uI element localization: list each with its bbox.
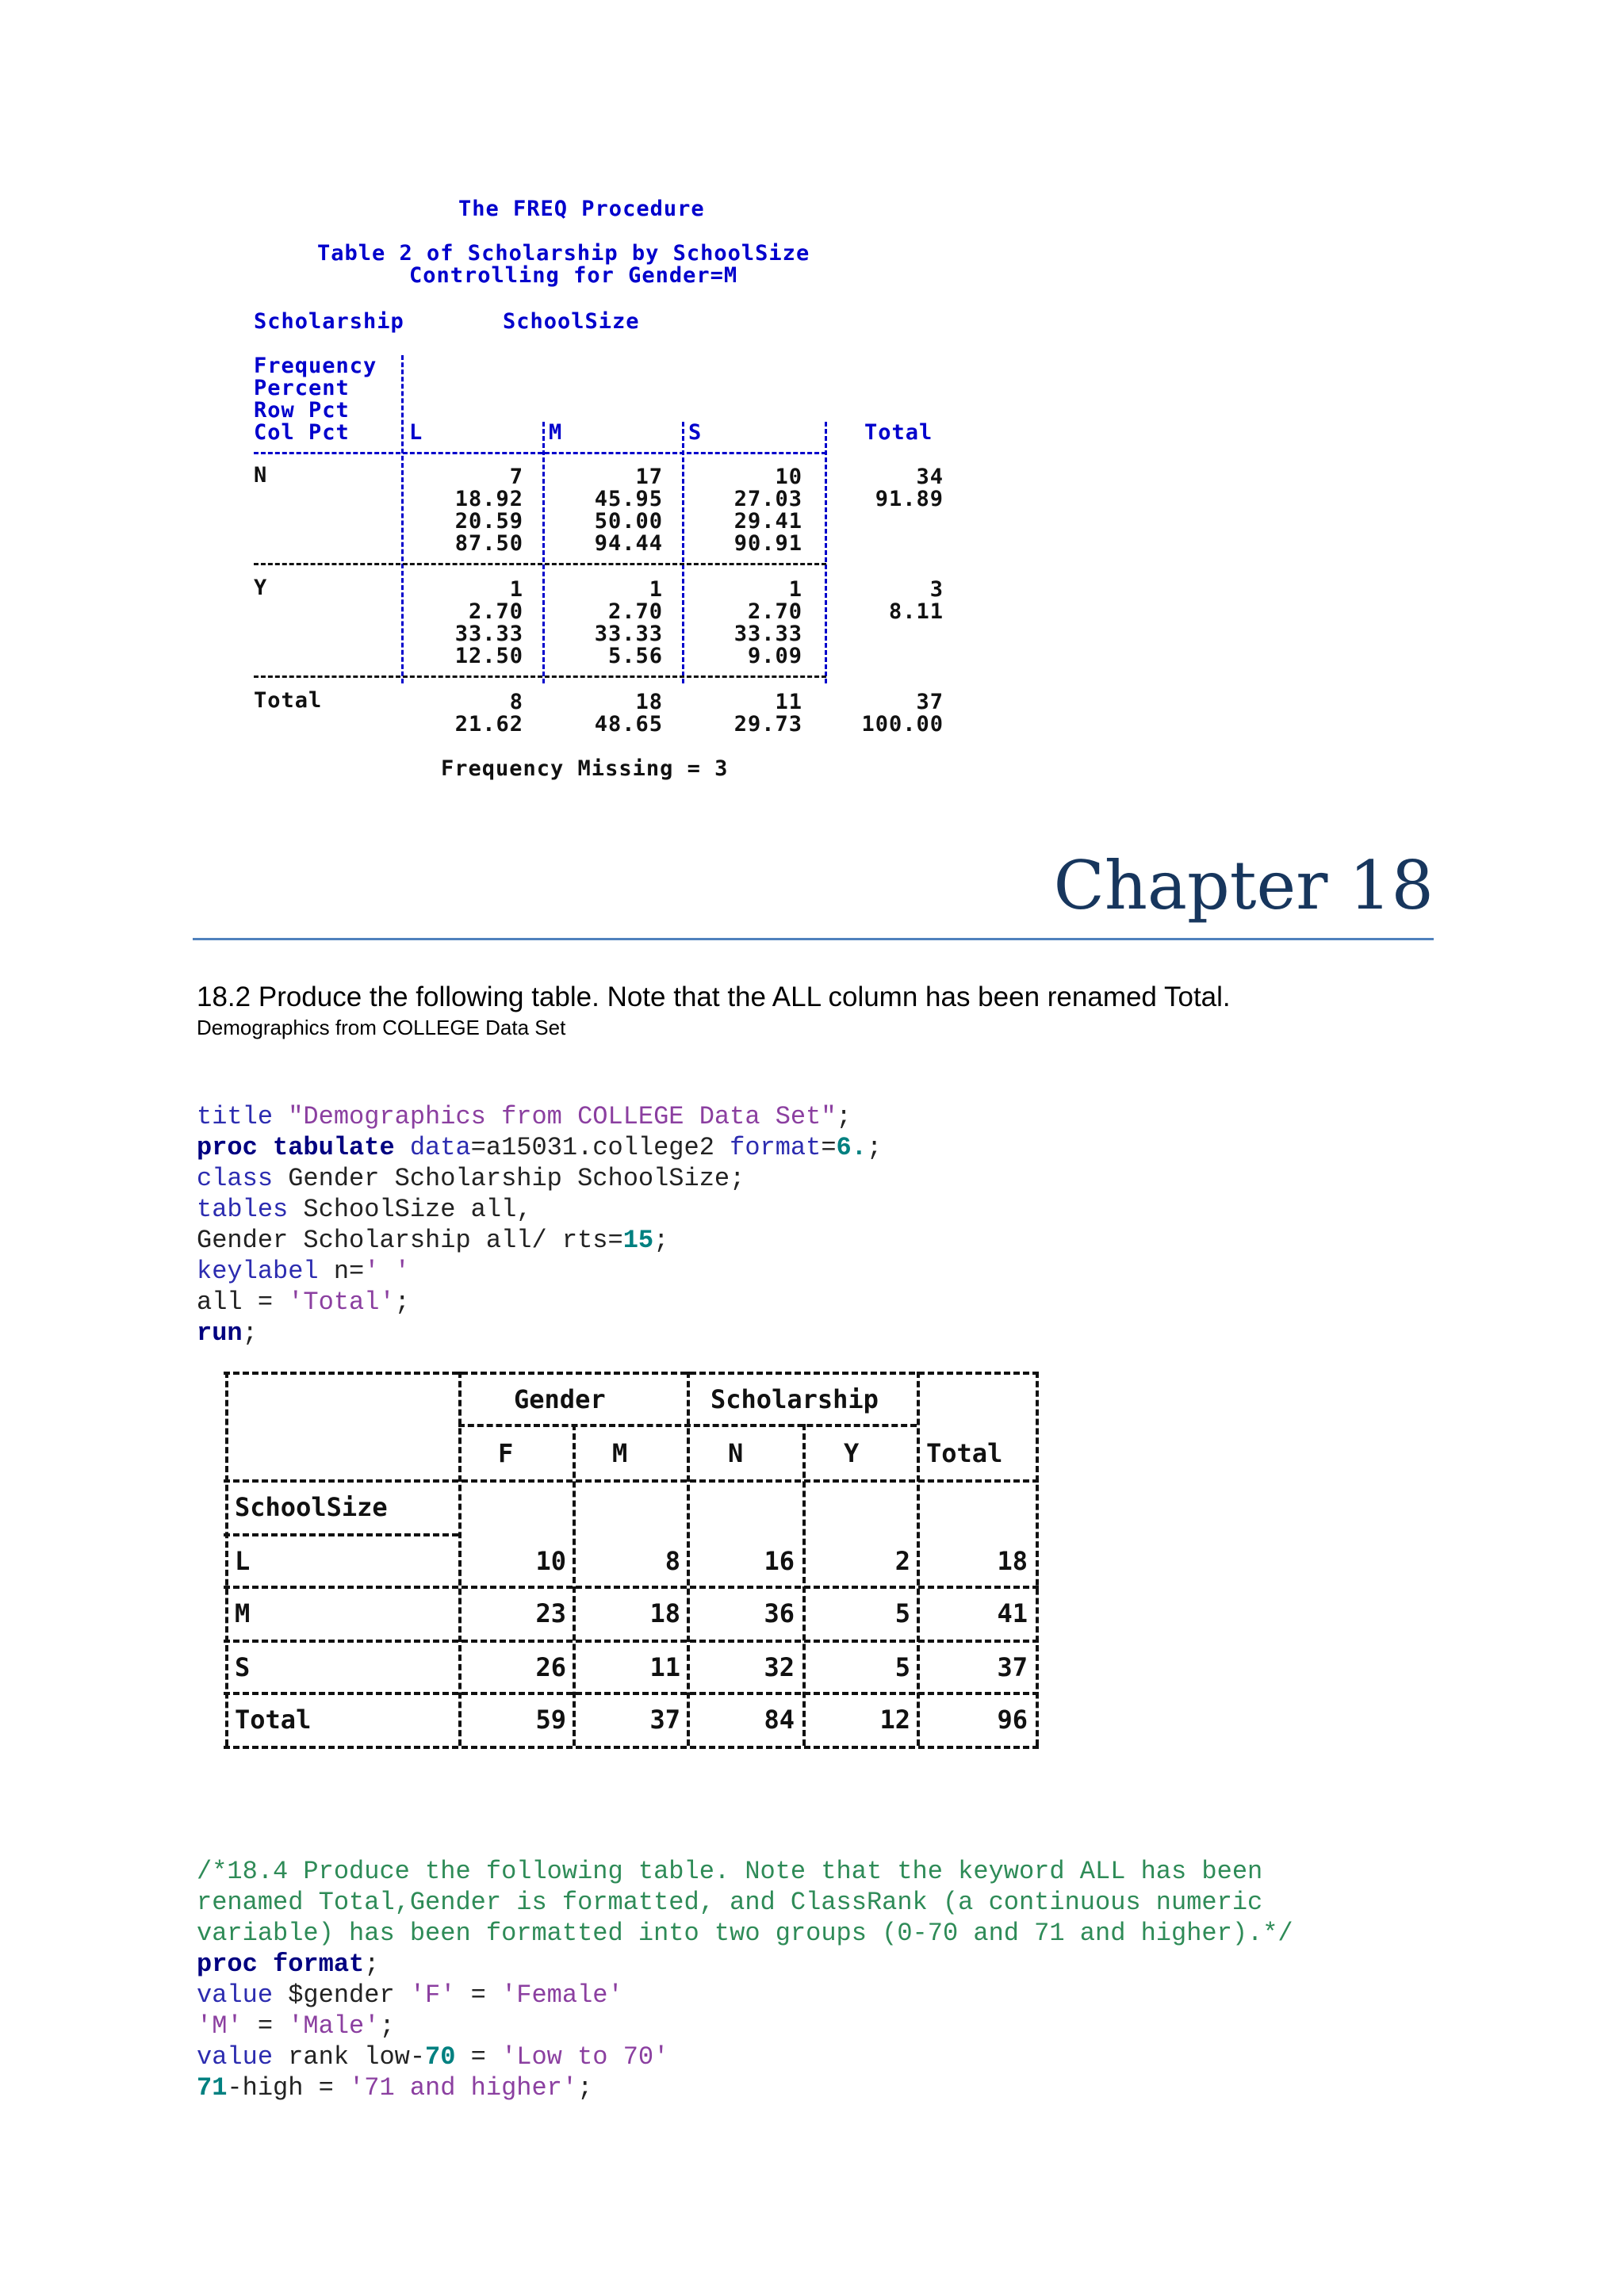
tab-vline-label bbox=[458, 1372, 462, 1746]
freq-col-total: Total bbox=[864, 420, 933, 445]
exercise-heading: 18.2 Produce the following table. Note that the ALL column has been renamed Total. bbox=[197, 982, 1231, 1012]
tab-cell: 32 bbox=[764, 1652, 795, 1682]
tab-cell: 26 bbox=[535, 1652, 566, 1682]
tab-cell: 12 bbox=[879, 1705, 910, 1735]
freq-col-total-pct: 48.65 bbox=[594, 712, 663, 737]
tab-row-var: SchoolSize bbox=[235, 1492, 388, 1522]
code-block-1 bbox=[197, 1070, 882, 1380]
freq-cell: 33.33 bbox=[733, 622, 802, 646]
chapter-rule bbox=[193, 938, 1434, 940]
freq-controlling: Controlling for Gender=M bbox=[409, 263, 738, 288]
freq-cell: 20.59 bbox=[454, 509, 523, 534]
freq-cell: 29.41 bbox=[733, 509, 802, 534]
tab-cell: 10 bbox=[535, 1546, 566, 1576]
code-line: all = 'Total'; bbox=[197, 1288, 410, 1317]
freq-cell: 33.33 bbox=[594, 622, 663, 646]
tab-sub-M: M bbox=[612, 1438, 628, 1468]
freq-grand-total-pct: 100.00 bbox=[861, 712, 944, 737]
tab-group-scholarship: Scholarship bbox=[710, 1384, 879, 1414]
code-comment-line: renamed Total,Gender is formatted, and ClassRank (a continuous numeric bbox=[197, 1888, 1263, 1917]
tab-vline-F bbox=[573, 1424, 576, 1746]
tab-sub-N: N bbox=[728, 1438, 744, 1468]
tab-hline-rowvar bbox=[224, 1533, 458, 1536]
freq-cell: 1 bbox=[509, 577, 523, 602]
tab-cell: 2 bbox=[894, 1546, 910, 1576]
freq-cell: 50.00 bbox=[594, 509, 663, 534]
freq-row-label-N: N bbox=[254, 463, 268, 488]
tab-cell: 5 bbox=[894, 1652, 910, 1682]
tab-cell: 5 bbox=[894, 1598, 910, 1628]
freq-cell: 18.92 bbox=[454, 487, 523, 511]
freq-col-total: 11 bbox=[775, 690, 802, 714]
tab-vline-right bbox=[1036, 1372, 1039, 1746]
freq-cell: 2.70 bbox=[607, 599, 663, 624]
freq-table-title: Table 2 of Scholarship by SchoolSize bbox=[317, 241, 810, 266]
tab-row-label-L: L bbox=[235, 1546, 251, 1576]
tab-vline-left bbox=[225, 1372, 228, 1746]
freq-cell: 45.95 bbox=[594, 487, 663, 511]
tab-sub-Y: Y bbox=[844, 1438, 860, 1468]
freq-legend-rowpct: Row Pct bbox=[254, 398, 350, 423]
tab-cell: 59 bbox=[535, 1705, 566, 1735]
code-line: 'M' = 'Male'; bbox=[197, 2011, 395, 2041]
freq-cell: 17 bbox=[635, 465, 663, 489]
tab-cell: 37 bbox=[997, 1652, 1028, 1682]
freq-col-total-pct: 29.73 bbox=[733, 712, 802, 737]
tab-cell: 8 bbox=[665, 1546, 680, 1576]
freq-cell: 87.50 bbox=[454, 531, 523, 556]
tab-cell: 18 bbox=[649, 1598, 680, 1628]
freq-cell: 7 bbox=[509, 465, 523, 489]
freq-row-total-pct: 91.89 bbox=[875, 487, 944, 511]
tab-cell: 96 bbox=[997, 1705, 1028, 1735]
freq-hline-mid bbox=[254, 563, 826, 565]
tab-cell: 11 bbox=[649, 1652, 680, 1682]
freq-col-total-pct: 21.62 bbox=[454, 712, 523, 737]
tab-group-gender: Gender bbox=[514, 1384, 606, 1414]
tab-cell: 36 bbox=[764, 1598, 795, 1628]
freq-cell: 5.56 bbox=[607, 644, 663, 668]
tab-cell: 41 bbox=[997, 1598, 1028, 1628]
code-line: keylabel n=' ' bbox=[197, 1257, 410, 1286]
freq-cell: 94.44 bbox=[594, 531, 663, 556]
tab-vline-gender bbox=[687, 1372, 690, 1746]
freq-col-M: M bbox=[549, 420, 563, 445]
code-comment-line: /*18.4 Produce the following table. Note that the keyword ALL has been bbox=[197, 1857, 1263, 1886]
freq-legend-frequency: Frequency bbox=[254, 354, 377, 378]
code-line: 71-high = '71 and higher'; bbox=[197, 2073, 593, 2103]
code-line: value $gender 'F' = 'Female' bbox=[197, 1980, 623, 2010]
freq-row-total: 34 bbox=[916, 465, 944, 489]
freq-grand-total: 37 bbox=[916, 690, 944, 714]
tab-header-total: Total bbox=[926, 1438, 1003, 1468]
freq-cell: 33.33 bbox=[454, 622, 523, 646]
freq-cell: 1 bbox=[649, 577, 663, 602]
freq-col-total: 8 bbox=[509, 690, 523, 714]
freq-cell: 12.50 bbox=[454, 644, 523, 668]
tab-row-label-M: M bbox=[235, 1598, 251, 1628]
freq-hline-header bbox=[254, 452, 826, 454]
tab-cell: 84 bbox=[764, 1705, 795, 1735]
tab-row-label-S: S bbox=[235, 1652, 251, 1682]
tab-cell: 18 bbox=[997, 1546, 1028, 1576]
freq-legend-percent: Percent bbox=[254, 376, 350, 400]
freq-title: The FREQ Procedure bbox=[458, 197, 705, 221]
code-line: proc format; bbox=[197, 1950, 380, 1979]
freq-col-total: 18 bbox=[635, 690, 663, 714]
tab-sub-F: F bbox=[498, 1438, 514, 1468]
tab-vline-N bbox=[802, 1424, 806, 1746]
freq-total-label: Total bbox=[254, 688, 323, 713]
freq-col-L: L bbox=[409, 420, 423, 445]
freq-col-S: S bbox=[688, 420, 703, 445]
freq-row-var: Scholarship bbox=[254, 309, 404, 334]
code-line: run; bbox=[197, 1318, 258, 1348]
freq-row-total: 3 bbox=[929, 577, 944, 602]
freq-col-var: SchoolSize bbox=[503, 309, 640, 334]
freq-cell: 10 bbox=[775, 465, 802, 489]
freq-cell: 2.70 bbox=[468, 599, 523, 624]
code-line: proc tabulate data=a15031.college2 format=6.; bbox=[197, 1133, 883, 1162]
freq-cell: 2.70 bbox=[747, 599, 802, 624]
freq-missing: Frequency Missing = 3 bbox=[441, 756, 729, 781]
tab-hline-bottom bbox=[224, 1746, 1039, 1749]
chapter-heading: Chapter 18 bbox=[1053, 847, 1434, 924]
freq-vline-3 bbox=[825, 422, 827, 683]
code-block-2 bbox=[197, 1825, 1293, 2134]
freq-cell: 1 bbox=[788, 577, 802, 602]
exercise-subtitle: Demographics from COLLEGE Data Set bbox=[197, 1016, 566, 1039]
tab-cell: 16 bbox=[764, 1546, 795, 1576]
tab-row-label-total: Total bbox=[235, 1705, 312, 1735]
code-line: value rank low-70 = 'Low to 70' bbox=[197, 2042, 669, 2072]
freq-cell: 27.03 bbox=[733, 487, 802, 511]
freq-legend-colpct: Col Pct bbox=[254, 420, 350, 445]
freq-row-label-Y: Y bbox=[254, 576, 268, 600]
code-comment-line: variable) has been formatted into two groups (0-70 and 71 and higher).*/ bbox=[197, 1919, 1293, 1948]
freq-cell: 9.09 bbox=[747, 644, 802, 668]
freq-hline-bottom bbox=[254, 675, 826, 678]
code-line: title "Demographics from COLLEGE Data Set"; bbox=[197, 1102, 852, 1131]
code-line: tables SchoolSize all, bbox=[197, 1195, 532, 1224]
code-line: Gender Scholarship all/ rts=15; bbox=[197, 1226, 669, 1255]
freq-row-total-pct: 8.11 bbox=[888, 599, 944, 624]
tab-cell: 37 bbox=[649, 1705, 680, 1735]
code-line: class Gender Scholarship SchoolSize; bbox=[197, 1164, 745, 1193]
tab-vline-scholarship bbox=[917, 1372, 920, 1746]
freq-cell: 90.91 bbox=[733, 531, 802, 556]
tab-cell: 23 bbox=[535, 1598, 566, 1628]
